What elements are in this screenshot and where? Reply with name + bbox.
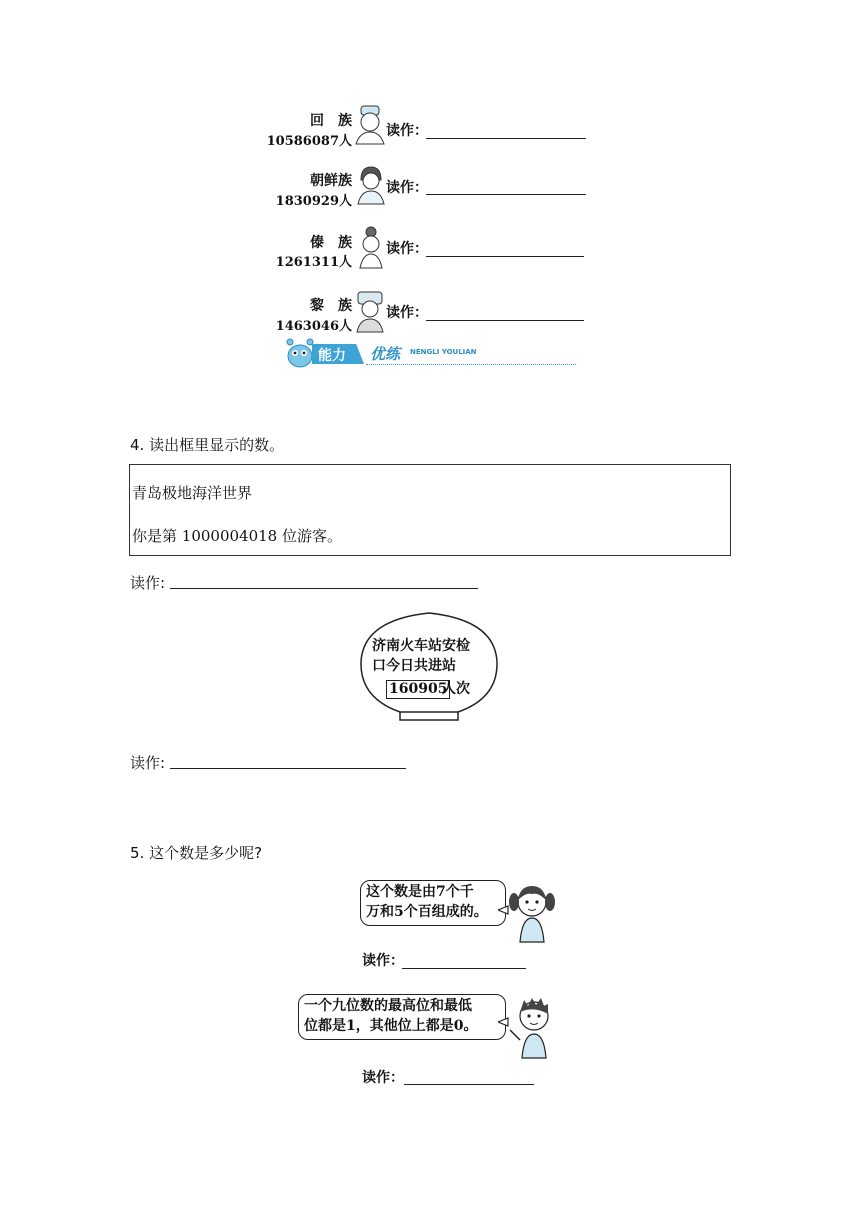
li-person-icon <box>352 290 388 334</box>
answer-line[interactable] <box>402 968 526 969</box>
banner-title-1: 能力 <box>318 348 346 364</box>
ethnic-count: 1463046人 <box>275 319 352 334</box>
box-line-2 <box>132 525 342 546</box>
boy-character-icon <box>498 992 562 1062</box>
answer-line[interactable] <box>170 768 406 769</box>
answer-line[interactable] <box>404 1084 534 1085</box>
answer-line[interactable] <box>426 194 586 195</box>
read-label: 读作： <box>362 953 404 969</box>
section-banner <box>282 336 578 370</box>
sign-number-box: 160905 <box>386 680 450 699</box>
answer-line[interactable] <box>170 588 478 589</box>
dai-person-icon <box>354 226 388 270</box>
box-line-2-prefix: 你是第 <box>132 527 182 545</box>
box-line-1: 青岛极地海洋世界 <box>132 484 253 502</box>
banner-dotted-line <box>366 364 576 365</box>
ethnic-name: 回 族 <box>310 113 352 129</box>
visitor-number: 1000004018 <box>181 527 278 545</box>
read-label: 读作: <box>130 574 166 592</box>
read-label: 读作: <box>130 754 166 772</box>
ethnic-name: 傣 族 <box>310 235 352 251</box>
answer-line[interactable] <box>426 256 584 257</box>
box-line-2-suffix: 位游客。 <box>277 527 342 545</box>
bubble2-line-1: 一个九位数的最高位和最低 <box>304 998 472 1014</box>
girl-character-icon <box>498 880 562 946</box>
question-4-title: 4. 读出框里显示的数。 <box>130 436 285 454</box>
banner-title-2: 优练 <box>370 345 401 363</box>
ethnic-count: 1830929人 <box>275 194 352 209</box>
display-box <box>129 464 731 556</box>
bubble1-line-2: 万和5个百组成的。 <box>366 904 488 920</box>
ethnic-count: 1261311人 <box>275 255 352 270</box>
read-label: 读作： <box>386 123 428 139</box>
sign-line-2: 口今日共进站 <box>372 658 456 674</box>
question-5-title: 5. 这个数是多少呢? <box>130 844 263 862</box>
answer-line[interactable] <box>426 320 584 321</box>
bubble2-line-2: 位都是1，其他位上都是0。 <box>304 1018 478 1034</box>
bubble1-line-1: 这个数是由7个千 <box>366 884 474 900</box>
chaoxian-person-icon <box>354 164 388 206</box>
ethnic-count: 10586087人 <box>266 134 352 149</box>
answer-line[interactable] <box>426 138 586 139</box>
sign-suffix: 人次 <box>442 681 470 697</box>
read-label: 读作： <box>362 1070 404 1086</box>
ethnic-name: 朝鲜族 <box>310 173 352 189</box>
hui-person-icon <box>352 104 388 146</box>
read-label: 读作： <box>386 305 428 321</box>
read-label: 读作： <box>386 180 428 196</box>
sign-line-1: 济南火车站安检 <box>372 638 470 654</box>
read-label: 读作： <box>386 241 428 257</box>
ethnic-name: 黎 族 <box>310 298 352 314</box>
banner-subtitle: NENGLI YOULIAN <box>410 348 477 356</box>
